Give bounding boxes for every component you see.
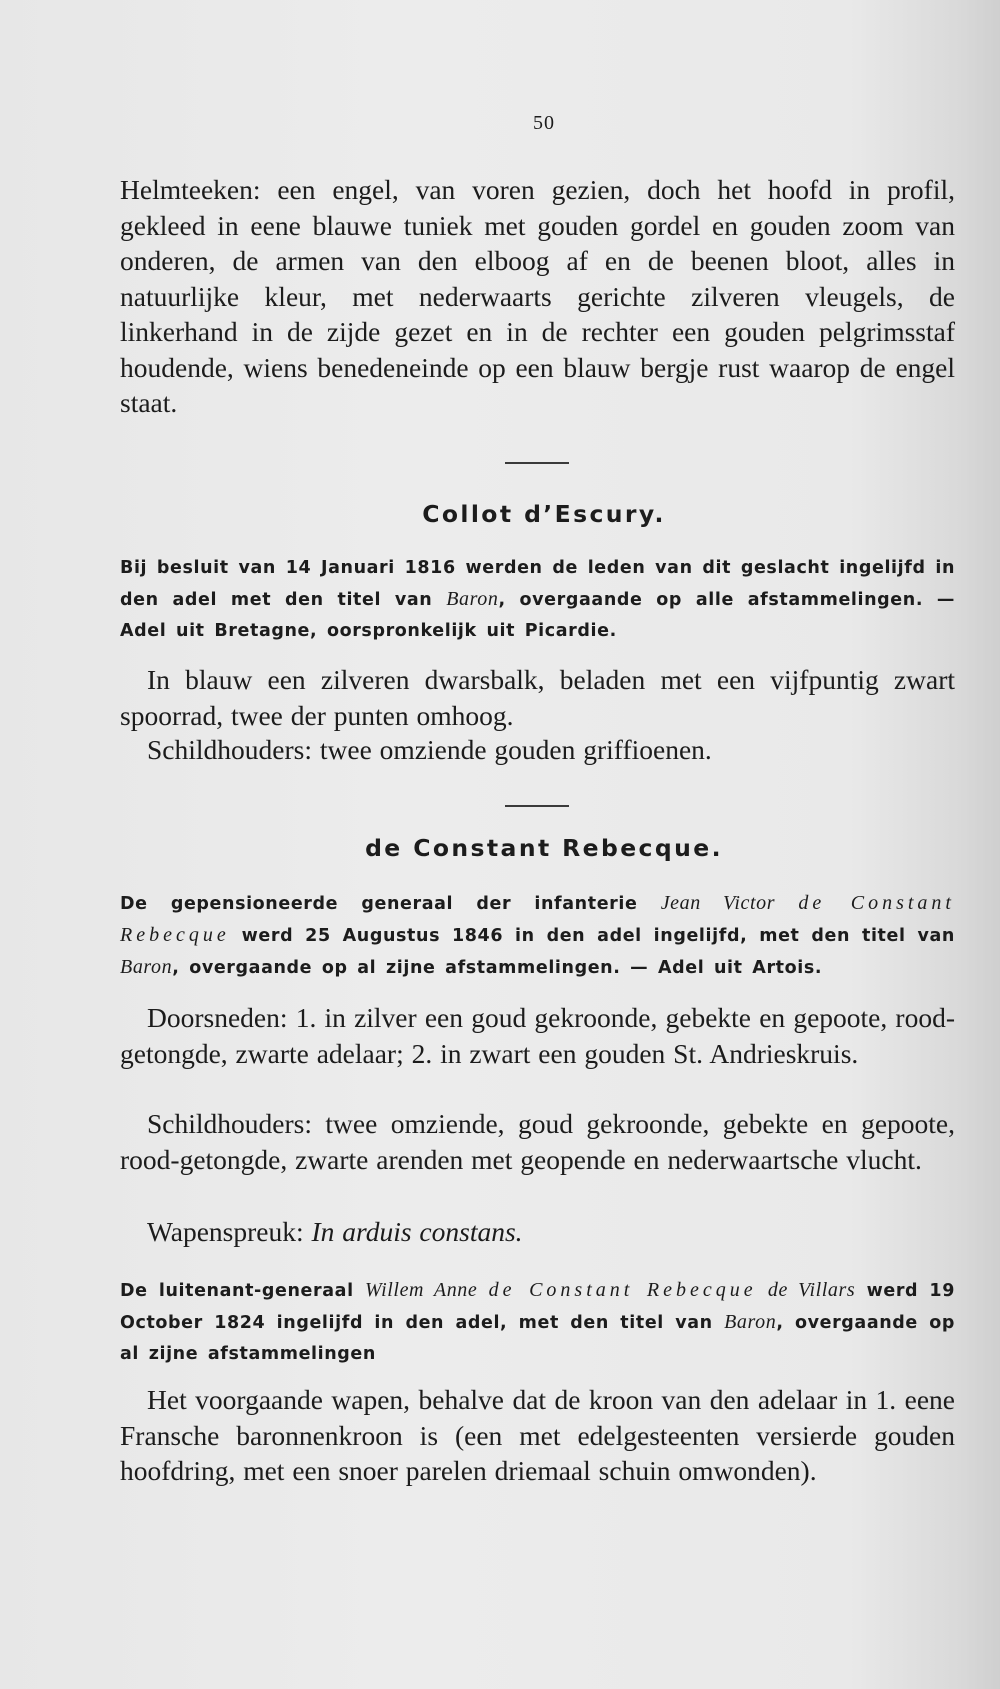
- page-number: 50: [533, 112, 555, 134]
- constant-arms: Doorsneden: 1. in zilver een goud gekroonde, gebekte en gepoote, rood-getongde, zwarte adelaar; 2. in zwart een gouden St. Andrieskruis.: [120, 1002, 955, 1069]
- section-divider: [505, 462, 569, 464]
- constant-intro-end: , overgaande op al zijne afstammelingen. — Adel uit Artois.: [172, 958, 823, 978]
- second-intro-end: , overgaande op al zijne afstammelingen: [120, 1313, 955, 1364]
- collot-arms: In blauw een zilveren dwarsbalk, beladen met een vijfpuntig zwart spoorrad, twee der punten omhoog.: [120, 664, 955, 731]
- constant-intro-middle: werd 25 Augustus 1846 in den adel ingelijfd, met den titel van: [241, 926, 955, 946]
- collot-intro-text-end: , overgaande op alle afstammelingen. — Adel uit Bretagne, oorspronkelijk uit Picardie.: [120, 590, 955, 641]
- second-intro-title: Baron: [724, 1311, 777, 1333]
- constant-second-intro: [120, 1275, 955, 1370]
- constant-name-given: Jean Victor: [660, 892, 776, 914]
- second-name-given: Willem Anne: [364, 1279, 478, 1301]
- constant-supporters: Schildhouders: twee omziende, goud gekroonde, gebekte en gepoote, rood-getongde, zwarte arenden met geopende en nederwaartsche vlucht.: [120, 1108, 955, 1175]
- collot-intro-title: Baron: [446, 588, 499, 610]
- constant-second-arms: Het voorgaande wapen, behalve dat de kroon van den adelaar in 1. eene Fransche baronnenkroon is (een met edelgesteenten versierde gouden hoofdring, met een snoer parelen driemaal schuin omwonden).: [120, 1384, 955, 1486]
- constant-intro-start: De gepensioneerde generaal der infanterie: [120, 894, 638, 914]
- constant-motto: [120, 1214, 955, 1250]
- constant-intro-title: Baron: [120, 956, 173, 978]
- second-intro-middle: werd 19 October 1824 ingelijfd in den adel, met den titel van: [120, 1281, 955, 1333]
- second-intro-start: De luitenant-generaal: [120, 1281, 354, 1301]
- constant-name-family: de Constant Rebecque: [120, 892, 955, 946]
- collot-intro-text: Bij besluit van 14 Januari 1816 werden de leden van dit geslacht ingelijfd in den adel met den titel van: [120, 558, 955, 610]
- constant-intro: [120, 888, 955, 984]
- collot-supporters: Schildhouders: twee omziende gouden griffioenen.: [147, 734, 712, 765]
- section-heading-collot: Collot d’Escury.: [422, 500, 666, 528]
- second-name-suffix: de Villars: [767, 1279, 856, 1301]
- section-divider: [505, 805, 569, 807]
- second-name-family: de Constant Rebecque: [488, 1279, 757, 1301]
- motto-text: In arduis constans.: [311, 1216, 523, 1247]
- section-heading-constant: de Constant Rebecque.: [365, 834, 723, 862]
- helmteeken-paragraph: Helmteeken: een engel, van voren gezien, doch het hoofd in profil, gekleed in eene blauwe tuniek met gouden gordel en gouden zoom van onderen, de armen van den elboog af en de beenen bloot, alles in natuurlijke kleur, met nederwaarts gerichte zilveren vleugels, de linkerhand in de zijde gezet en in de rechter een gouden pelgrimsstaf houdende, wiens benedeneinde op een blauw bergje rust waarop de engel staat.: [120, 174, 955, 418]
- motto-label: Wapenspreuk:: [147, 1216, 304, 1247]
- collot-intro: [120, 553, 955, 647]
